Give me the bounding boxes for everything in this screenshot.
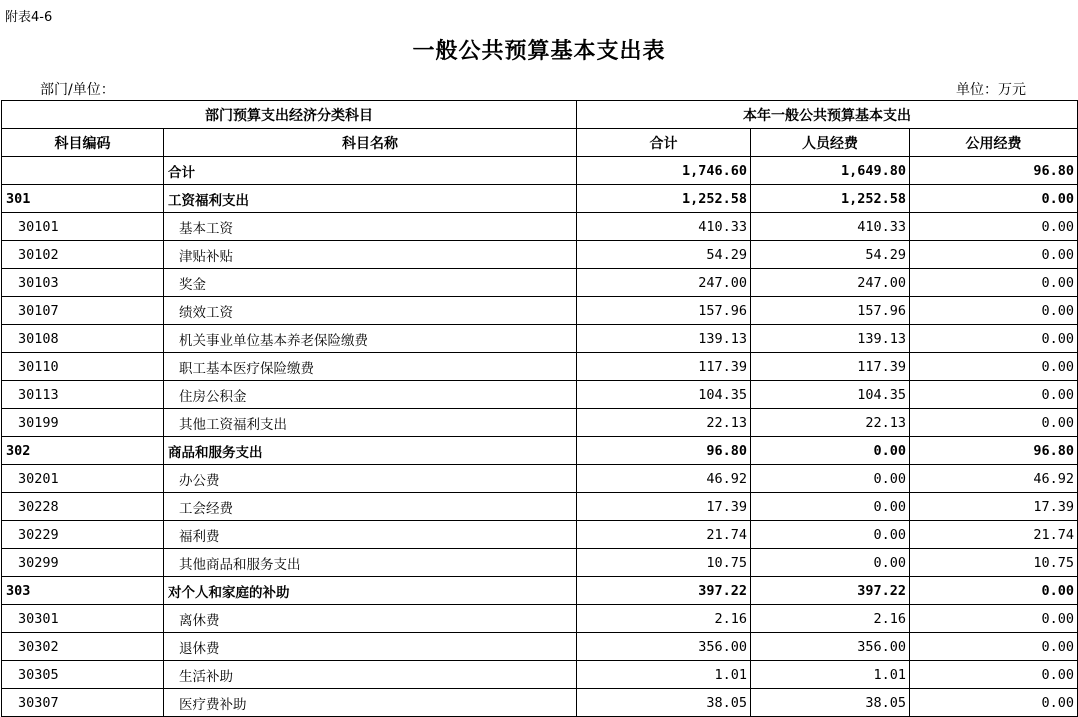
row-public: 0.00	[910, 661, 1078, 689]
row-code: 30307	[2, 689, 164, 717]
row-name: 对个人和家庭的补助	[164, 577, 577, 605]
row-total: 38.05	[577, 689, 751, 717]
row-total: 356.00	[577, 633, 751, 661]
row-code: 30110	[2, 353, 164, 381]
table-row	[2, 633, 1078, 661]
header-group-right: 本年一般公共预算基本支出	[577, 101, 1078, 129]
table-row	[2, 689, 1078, 717]
row-public: 0.00	[910, 409, 1078, 437]
row-code: 30108	[2, 325, 164, 353]
row-name: 医疗费补助	[164, 689, 577, 717]
row-public: 46.92	[910, 465, 1078, 493]
row-name: 办公费	[164, 465, 577, 493]
row-code: 30301	[2, 605, 164, 633]
row-public: 0.00	[910, 605, 1078, 633]
table-row	[2, 605, 1078, 633]
row-total: 247.00	[577, 269, 751, 297]
row-total: 96.80	[577, 437, 751, 465]
row-code: 30102	[2, 241, 164, 269]
row-name: 生活补助	[164, 661, 577, 689]
row-public: 0.00	[910, 213, 1078, 241]
row-code: 30113	[2, 381, 164, 409]
row-total: 17.39	[577, 493, 751, 521]
row-total: 139.13	[577, 325, 751, 353]
row-name: 退休费	[164, 633, 577, 661]
row-total: 54.29	[577, 241, 751, 269]
row-code: 30103	[2, 269, 164, 297]
budget-table	[1, 100, 1078, 717]
row-total: 410.33	[577, 213, 751, 241]
row-code: 301	[2, 185, 164, 213]
row-total: 157.96	[577, 297, 751, 325]
table-row	[2, 269, 1078, 297]
row-personnel: 117.39	[751, 353, 910, 381]
row-total: 1.01	[577, 661, 751, 689]
row-public: 0.00	[910, 353, 1078, 381]
table-row	[2, 185, 1078, 213]
header-personnel: 人员经费	[751, 129, 910, 157]
row-public: 0.00	[910, 269, 1078, 297]
table-row	[2, 325, 1078, 353]
row-name: 合计	[164, 157, 577, 185]
table-row	[2, 241, 1078, 269]
row-total: 21.74	[577, 521, 751, 549]
row-public: 0.00	[910, 689, 1078, 717]
table-row	[2, 213, 1078, 241]
row-public: 0.00	[910, 381, 1078, 409]
table-body	[2, 157, 1078, 717]
row-personnel: 54.29	[751, 241, 910, 269]
row-personnel: 1,649.80	[751, 157, 910, 185]
row-name: 绩效工资	[164, 297, 577, 325]
row-code: 30199	[2, 409, 164, 437]
header-total: 合计	[577, 129, 751, 157]
row-name: 其他工资福利支出	[164, 409, 577, 437]
row-personnel: 22.13	[751, 409, 910, 437]
table-row	[2, 437, 1078, 465]
table-row	[2, 381, 1078, 409]
row-personnel: 1,252.58	[751, 185, 910, 213]
table-row	[2, 157, 1078, 185]
header-code: 科目编码	[2, 129, 164, 157]
row-public: 0.00	[910, 325, 1078, 353]
row-personnel: 247.00	[751, 269, 910, 297]
table-row	[2, 577, 1078, 605]
row-personnel: 410.33	[751, 213, 910, 241]
dept-label: 部门/单位：	[40, 82, 115, 98]
row-code: 30228	[2, 493, 164, 521]
row-personnel: 0.00	[751, 465, 910, 493]
row-public: 96.80	[910, 157, 1078, 185]
row-personnel: 38.05	[751, 689, 910, 717]
row-code: 30229	[2, 521, 164, 549]
table-row	[2, 353, 1078, 381]
table-row	[2, 493, 1078, 521]
row-public: 0.00	[910, 577, 1078, 605]
row-personnel: 157.96	[751, 297, 910, 325]
row-public: 0.00	[910, 185, 1078, 213]
row-code: 30299	[2, 549, 164, 577]
row-public: 0.00	[910, 633, 1078, 661]
row-code: 302	[2, 437, 164, 465]
row-total: 22.13	[577, 409, 751, 437]
header-name: 科目名称	[164, 129, 577, 157]
row-name: 商品和服务支出	[164, 437, 577, 465]
table-row	[2, 549, 1078, 577]
row-code: 303	[2, 577, 164, 605]
row-personnel: 1.01	[751, 661, 910, 689]
table-row	[2, 409, 1078, 437]
row-code: 30305	[2, 661, 164, 689]
unit-label: 单位：万元	[956, 82, 1026, 98]
header-group-left: 部门预算支出经济分类科目	[2, 101, 577, 129]
row-personnel: 104.35	[751, 381, 910, 409]
row-personnel: 0.00	[751, 549, 910, 577]
row-personnel: 0.00	[751, 521, 910, 549]
table-row	[2, 661, 1078, 689]
row-total: 1,252.58	[577, 185, 751, 213]
row-total: 1,746.60	[577, 157, 751, 185]
row-name: 职工基本医疗保险缴费	[164, 353, 577, 381]
row-total: 10.75	[577, 549, 751, 577]
row-public: 10.75	[910, 549, 1078, 577]
row-name: 基本工资	[164, 213, 577, 241]
row-public: 21.74	[910, 521, 1078, 549]
row-code: 30302	[2, 633, 164, 661]
attachment-label: 附表4-6	[5, 10, 53, 25]
row-code: 30101	[2, 213, 164, 241]
header-public: 公用经费	[910, 129, 1078, 157]
table-row	[2, 465, 1078, 493]
row-name: 奖金	[164, 269, 577, 297]
row-name: 工会经费	[164, 493, 577, 521]
row-personnel: 2.16	[751, 605, 910, 633]
row-total: 104.35	[577, 381, 751, 409]
table-row	[2, 521, 1078, 549]
row-personnel: 0.00	[751, 493, 910, 521]
row-total: 2.16	[577, 605, 751, 633]
row-code: 30201	[2, 465, 164, 493]
row-name: 津贴补贴	[164, 241, 577, 269]
row-personnel: 139.13	[751, 325, 910, 353]
row-code	[2, 157, 164, 185]
row-public: 0.00	[910, 241, 1078, 269]
row-personnel: 397.22	[751, 577, 910, 605]
row-total: 397.22	[577, 577, 751, 605]
row-public: 17.39	[910, 493, 1078, 521]
row-public: 0.00	[910, 297, 1078, 325]
row-code: 30107	[2, 297, 164, 325]
row-personnel: 356.00	[751, 633, 910, 661]
page-title: 一般公共预算基本支出表	[412, 38, 666, 64]
row-total: 117.39	[577, 353, 751, 381]
row-name: 离休费	[164, 605, 577, 633]
row-name: 工资福利支出	[164, 185, 577, 213]
row-name: 其他商品和服务支出	[164, 549, 577, 577]
row-name: 机关事业单位基本养老保险缴费	[164, 325, 577, 353]
table-row	[2, 297, 1078, 325]
row-name: 住房公积金	[164, 381, 577, 409]
row-public: 96.80	[910, 437, 1078, 465]
row-personnel: 0.00	[751, 437, 910, 465]
row-total: 46.92	[577, 465, 751, 493]
row-name: 福利费	[164, 521, 577, 549]
